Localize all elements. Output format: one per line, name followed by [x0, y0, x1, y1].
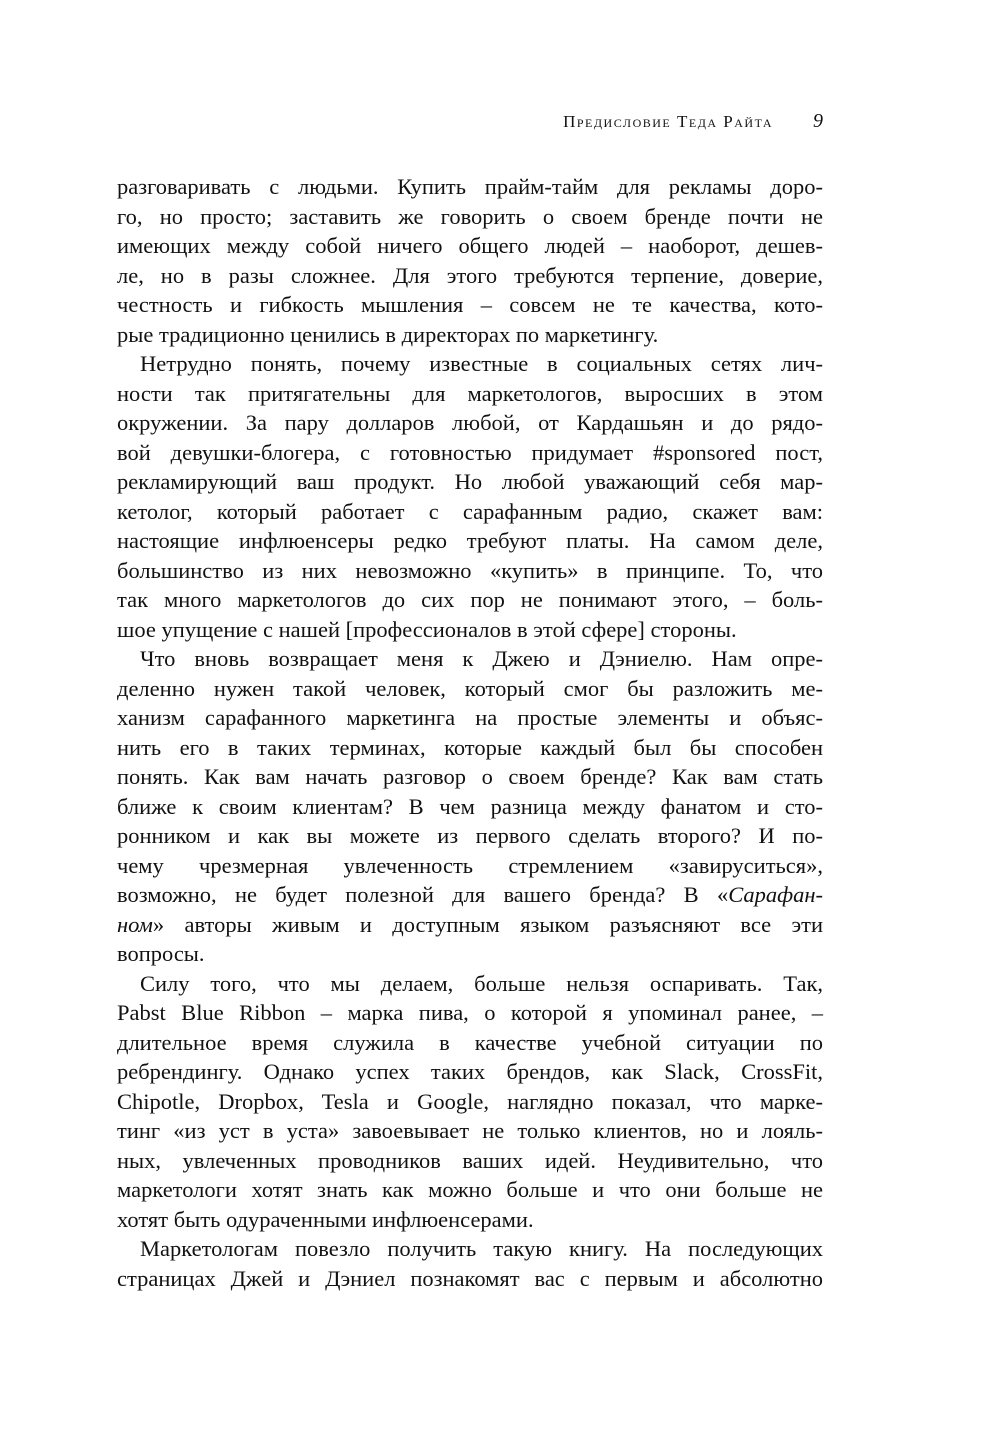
text-segment: так много маркетологов до сих пор не понимают этого, – боль-	[117, 587, 823, 612]
text-segment: маркетологи хотят знать как можно больше и что они больше не	[117, 1177, 823, 1202]
text-line	[117, 290, 823, 320]
text-line	[117, 880, 823, 910]
text-segment: ближе к своим клиентам? В чем разница между фанатом и сто-	[117, 793, 823, 819]
text-segment: ханизм сарафанного маркетинга на простые элементы и объяс-	[117, 705, 823, 730]
text-line	[117, 821, 823, 851]
text-line	[117, 172, 823, 202]
text-segment: большинство из них невозможно «купить» в принципе. То, что	[117, 557, 823, 583]
text-line	[117, 1057, 823, 1087]
text-segment: деленно нужен такой человек, который смог бы разложить ме-	[117, 675, 823, 701]
text-segment: Силу того, что мы делаем, больше нельзя оспаривать. Так,	[140, 970, 823, 996]
text-segment: Pabst Blue Ribbon – марка пива, о которой я упоминал ранее, –	[117, 1000, 823, 1025]
text-segment: кетолог, который работает с сарафанным радио, скажет вам:	[117, 498, 823, 524]
text-line	[117, 733, 823, 763]
text-segment: тинг «из уст в уста» завоевывает не только клиентов, но и лояль-	[117, 1118, 823, 1143]
text-line	[117, 467, 823, 497]
text-line	[117, 1205, 823, 1235]
running-title: Предисловие Теда Райта	[563, 112, 773, 131]
text-line	[117, 320, 823, 350]
text-segment: вой девушки-блогера, с готовностью придумает #sponsored пост,	[117, 439, 823, 465]
text-segment: длительное время служила в качестве учебной ситуации по	[117, 1029, 823, 1055]
body-text	[117, 172, 823, 1293]
text-line	[117, 644, 823, 674]
text-segment: окружении. За пару долларов любой, от Кардашьян и до рядо-	[117, 410, 823, 435]
text-line	[117, 1028, 823, 1058]
text-segment: чему чрезмерная увлеченность стремлением «завируситься»,	[117, 852, 823, 878]
text-line	[117, 1234, 823, 1264]
text-segment: разговаривать с людьми. Купить прайм-тайм для рекламы доро-	[117, 174, 823, 199]
text-segment: Нетрудно понять, почему известные в социальных сетях лич-	[140, 351, 823, 376]
text-segment: ности так притягательны для маркетологов, выросших в этом	[117, 380, 823, 406]
text-line	[117, 585, 823, 615]
text-line	[117, 762, 823, 792]
text-segment: настоящие инфлюенсеры редко требуют платы. На самом деле,	[117, 528, 823, 553]
text-line	[117, 408, 823, 438]
text-line	[117, 261, 823, 291]
text-line	[117, 969, 823, 999]
text-segment: Что вновь возвращает меня к Джею и Дэниелю. Нам опре-	[140, 646, 823, 671]
text-line	[117, 497, 823, 527]
text-segment: страницах Джей и Дэниел познакомят вас с первым и абсолютно	[117, 1265, 823, 1291]
text-line	[117, 615, 823, 645]
text-line	[117, 703, 823, 733]
text-segment: возможно, не будет полезной для вашего бренда? В «	[117, 882, 729, 907]
text-segment: понять. Как вам начать разговор о своем бренде? Как вам стать	[117, 764, 823, 789]
text-segment: имеющих между собой ничего общего людей – наоборот, дешев-	[117, 233, 823, 258]
italic-text-segment: ном	[117, 911, 153, 937]
text-line	[117, 526, 823, 556]
text-segment: ронником и как вы можете из первого сделать второго? И по-	[117, 823, 823, 848]
italic-text-segment: Сарафан-	[728, 882, 823, 907]
text-line	[117, 1087, 823, 1117]
text-line	[117, 1264, 823, 1294]
text-line	[117, 910, 823, 940]
text-segment: Маркетологам повезло получить такую книгу. На последующих	[140, 1236, 823, 1261]
text-line	[117, 939, 823, 969]
text-segment: ле, но в разы сложнее. Для этого требуются терпение, доверие,	[117, 262, 823, 288]
text-segment: честность и гибкость мышления – совсем не те качества, кото-	[117, 292, 823, 317]
text-line	[117, 674, 823, 704]
text-segment: нить его в таких терминах, которые каждый был бы способен	[117, 734, 823, 760]
text-segment: хотят быть одураченными инфлюенсерами.	[117, 1206, 534, 1232]
text-line	[117, 998, 823, 1028]
text-line	[117, 349, 823, 379]
text-line	[117, 231, 823, 261]
text-segment: го, но просто; заставить же говорить о своем бренде почти не	[117, 203, 823, 229]
text-line	[117, 379, 823, 409]
text-line	[117, 202, 823, 232]
text-segment: вопросы.	[117, 941, 205, 966]
text-segment: » авторы живым и доступным языком разъясняют все эти	[152, 911, 823, 937]
text-segment: рые традиционно ценились в директорах по маркетингу.	[117, 321, 659, 347]
text-segment: Chipotle, Dropbox, Tesla и Google, наглядно показал, что марке-	[117, 1088, 823, 1114]
text-line	[117, 792, 823, 822]
text-segment: ных, увлеченных проводников ваших идей. Неудивительно, что	[117, 1147, 823, 1173]
text-line	[117, 556, 823, 586]
text-line	[117, 851, 823, 881]
text-line	[117, 1146, 823, 1176]
text-line	[117, 1116, 823, 1146]
text-line	[117, 1175, 823, 1205]
text-line	[117, 438, 823, 468]
page-number: 9	[813, 110, 823, 132]
text-segment: шое упущение с нашей [профессионалов в этой сфере] стороны.	[117, 616, 737, 642]
page-header	[117, 112, 823, 138]
text-segment: рекламирующий ваш продукт. Но любой уважающий себя мар-	[117, 469, 823, 494]
text-segment: ребрендингу. Однако успех таких брендов, как Slack, CrossFit,	[117, 1059, 823, 1084]
